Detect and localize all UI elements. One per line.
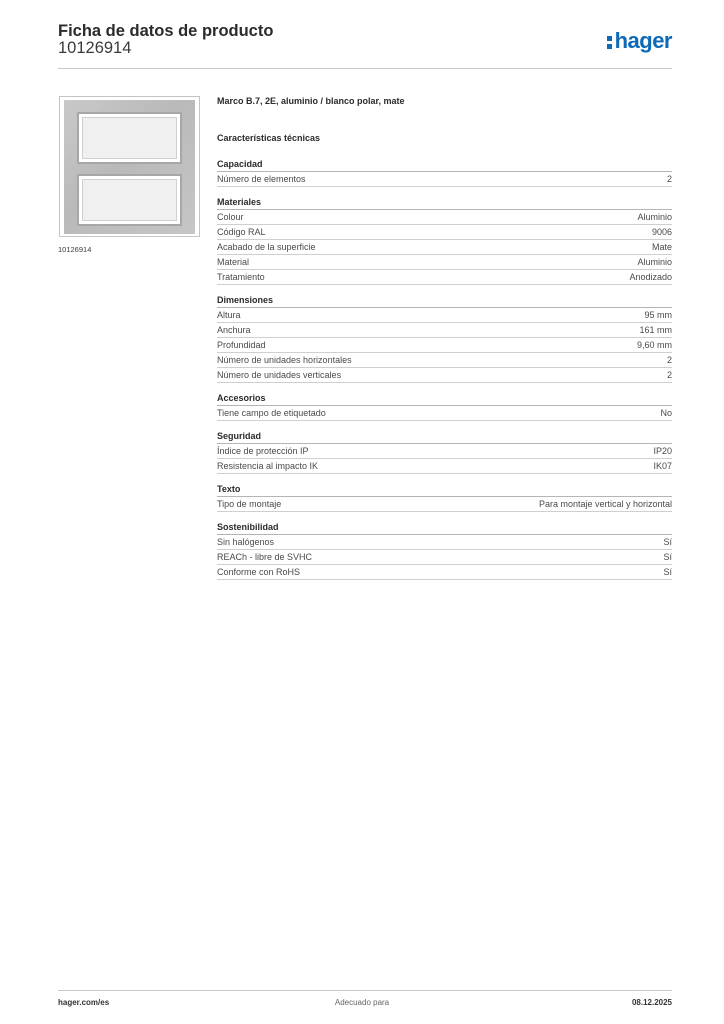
header-divider (58, 68, 672, 69)
spec-row (217, 368, 672, 383)
spec-label: Tratamiento (217, 272, 265, 282)
frame-window-bottom (77, 174, 182, 226)
spec-label: Anchura (217, 325, 251, 335)
section-title: Seguridad (217, 430, 672, 444)
spec-label: Número de unidades horizontales (217, 355, 352, 365)
spec-value: 9,60 mm (636, 340, 672, 350)
spec-label: Profundidad (217, 340, 266, 350)
spec-label: Tiene campo de etiquetado (217, 408, 326, 418)
spec-label: Conforme con RoHS (217, 567, 301, 577)
spec-value: 2 (666, 174, 672, 184)
spec-label: Acabado de la superficie (217, 242, 316, 252)
spec-label: Sin halógenos (217, 537, 275, 547)
spec-row (217, 210, 672, 225)
spec-value: Aluminio (637, 212, 672, 222)
spec-value: 161 mm (639, 325, 672, 335)
spec-section (217, 521, 672, 580)
spec-row (217, 225, 672, 240)
spec-value: Aluminio (637, 257, 672, 267)
spec-label: Número de elementos (217, 174, 306, 184)
section-title: Dimensiones (217, 294, 672, 308)
image-caption: 10126914 (58, 245, 92, 254)
hager-logo (607, 28, 672, 54)
spec-row (217, 459, 672, 474)
spec-section (217, 196, 672, 285)
spec-content (217, 95, 672, 589)
spec-row (217, 406, 672, 421)
spec-value: Sí (663, 537, 672, 547)
tech-characteristics-title: Características técnicas (217, 133, 321, 143)
spec-row (217, 270, 672, 285)
spec-value: 2 (666, 355, 672, 365)
spec-section (217, 430, 672, 474)
page-title: Ficha de datos de producto (58, 22, 274, 40)
product-image (59, 96, 200, 237)
spec-row (217, 565, 672, 580)
spec-value: Sí (663, 567, 672, 577)
spec-value: 2 (666, 370, 672, 380)
spec-row (217, 338, 672, 353)
footer-center-text: Adecuado para (334, 998, 390, 1007)
spec-section (217, 483, 672, 512)
spec-label: Tipo de montaje (217, 499, 282, 509)
spec-value: 9006 (651, 227, 672, 237)
spec-value: IK07 (653, 461, 672, 471)
section-title: Capacidad (217, 158, 672, 172)
spec-label: Código RAL (217, 227, 266, 237)
spec-label: Altura (217, 310, 241, 320)
spec-row (217, 308, 672, 323)
spec-label: REACh - libre de SVHC (217, 552, 313, 562)
spec-row (217, 323, 672, 338)
spec-row (217, 550, 672, 565)
footer-date: 08.12.2025 (631, 998, 672, 1007)
section-title: Materiales (217, 196, 672, 210)
spec-value: 95 mm (644, 310, 672, 320)
spec-row (217, 255, 672, 270)
spec-value: Anodizado (629, 272, 672, 282)
spec-row (217, 497, 672, 512)
section-title: Sostenibilidad (217, 521, 672, 535)
section-title: Texto (217, 483, 672, 497)
spec-sections (217, 158, 672, 580)
spec-label: Colour (217, 212, 244, 222)
double-frame-icon (64, 100, 195, 234)
spec-row (217, 240, 672, 255)
spec-value: Sí (663, 552, 672, 562)
spec-row (217, 535, 672, 550)
footer-website: hager.com/es (58, 998, 110, 1007)
logo-dots-icon (607, 32, 614, 50)
spec-section (217, 392, 672, 421)
spec-value: Para montaje vertical y horizontal (538, 499, 672, 509)
spec-section (217, 294, 672, 383)
product-code: 10126914 (58, 39, 132, 57)
section-title: Accesorios (217, 392, 672, 406)
spec-value: No (660, 408, 672, 418)
spec-value: Mate (651, 242, 672, 252)
spec-value: IP20 (653, 446, 672, 456)
spec-label: Resistencia al impacto IK (217, 461, 319, 471)
footer-divider (58, 990, 672, 991)
spec-row (217, 172, 672, 187)
spec-section (217, 158, 672, 187)
spec-label: Índice de protección IP (217, 446, 309, 456)
spec-row (217, 444, 672, 459)
spec-label: Número de unidades verticales (217, 370, 342, 380)
product-name: Marco B.7, 2E, aluminio / blanco polar, mate (217, 96, 405, 106)
spec-label: Material (217, 257, 250, 267)
frame-window-top (77, 112, 182, 164)
spec-row (217, 353, 672, 368)
logo-text: hager (614, 28, 672, 53)
